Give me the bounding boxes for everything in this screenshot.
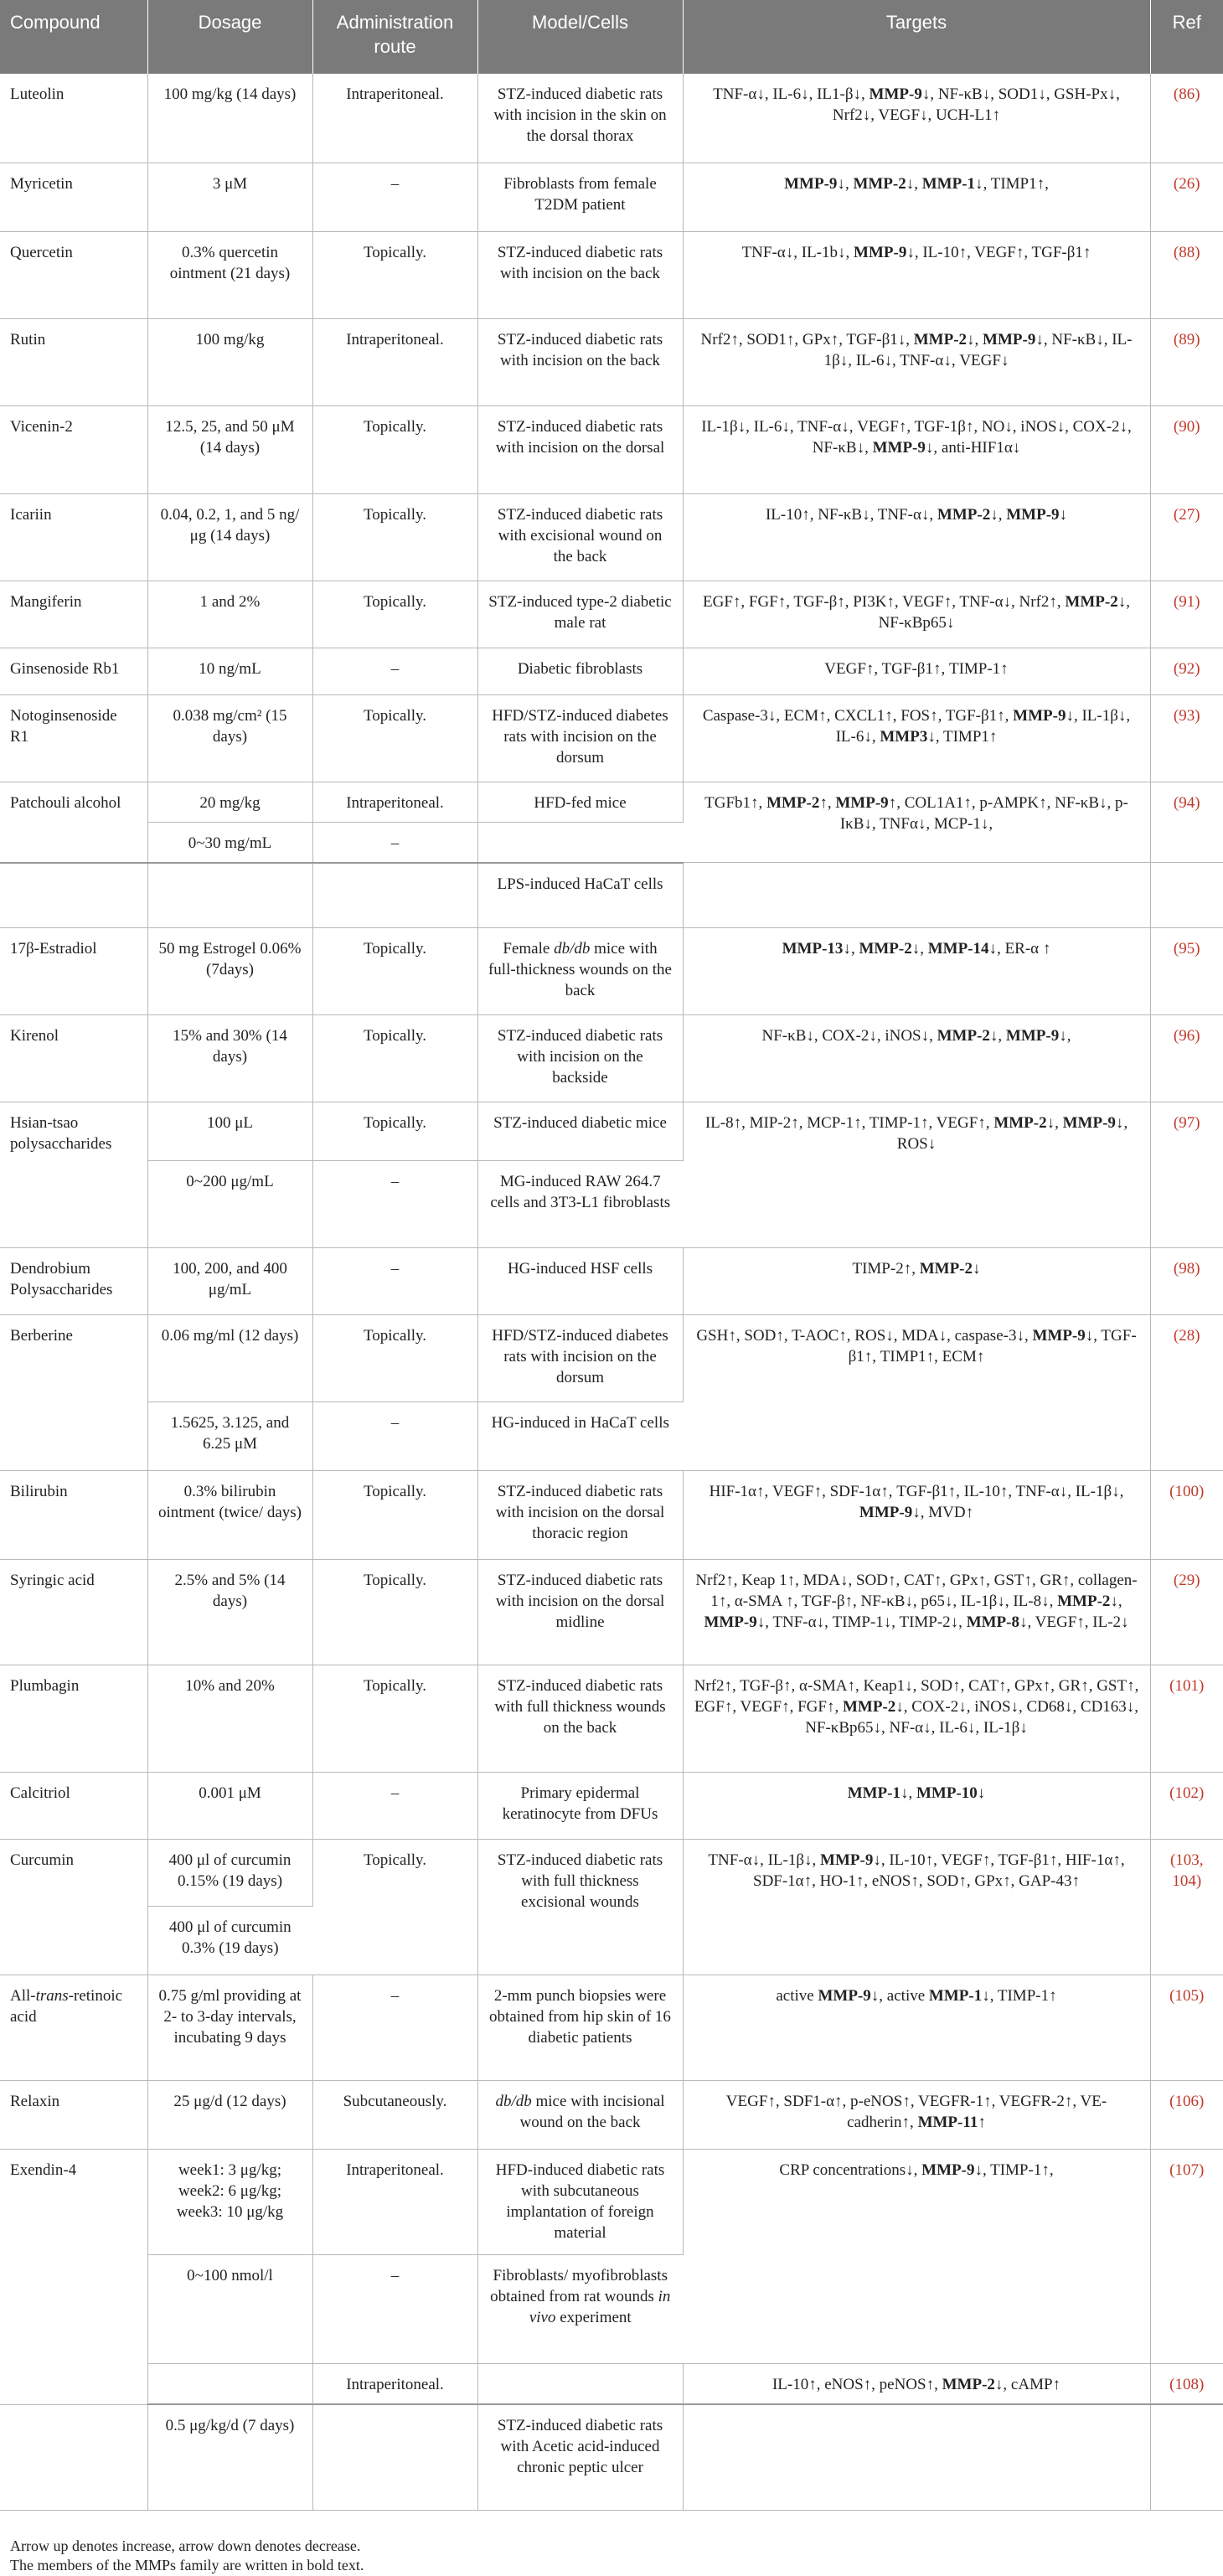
cell-ref[interactable]: (100) — [1150, 1471, 1223, 1560]
cell-dosage: 100 mg/kg (14 days) — [147, 74, 312, 163]
cell-route: Intraperitoneal. — [312, 2364, 477, 2405]
cell-compound: 17β-Estradiol — [0, 928, 147, 1015]
cell-route: – — [312, 1248, 477, 1315]
table-row — [0, 1560, 1223, 1665]
cell-ref[interactable]: (89) — [1150, 318, 1223, 405]
cell-empty — [1150, 863, 1223, 928]
cell-model: Female db/db mice with full-thickness wounds on the back — [477, 928, 683, 1015]
cell-model: Diabetic fibroblasts — [477, 648, 683, 694]
cell-route: – — [312, 163, 477, 231]
cell-targets: TGFb1↑, MMP-2↑, MMP-9↑, COL1A1↑, p-AMPK↑, NF-κB↓, p-IκB↓, TNFα↓, MCP-1↓, — [683, 782, 1150, 863]
cell-ref[interactable]: (93) — [1150, 694, 1223, 782]
cell-dosage: 0~100 nmol/l — [147, 2255, 312, 2364]
cell-route: Topically. — [312, 1560, 477, 1665]
cell-model: Fibroblasts from female T2DM patient — [477, 163, 683, 231]
table-row — [0, 928, 1223, 1015]
cell-model: db/db mice with incisional wound on the back — [477, 2081, 683, 2150]
cell-compound: Dendrobium Polysaccharides — [0, 1248, 147, 1315]
table-row — [0, 1102, 1223, 1161]
table-row — [0, 1315, 1223, 1402]
cell-targets: TNF-α↓, IL-1β↓, MMP-9↓, IL-10↑, VEGF↑, TGF-β1↑, HIF-1α↑, SDF-1α↑, HO-1↑, eNOS↑, SOD↑, GPx↑, GAP-43↑ — [683, 1840, 1150, 1975]
cell-dosage: 10% and 20% — [147, 1665, 312, 1773]
cell-dosage: 50 mg Estrogel 0.06% (7days) — [147, 928, 312, 1015]
cell-route: Topically. — [312, 1102, 477, 1161]
cell-targets: VEGF↑, TGF-β1↑, TIMP-1↑ — [683, 648, 1150, 694]
table-row — [0, 581, 1223, 648]
header-model: Model/Cells — [477, 0, 683, 74]
cell-dosage: 400 μl of curcumin 0.3% (19 days) — [147, 1907, 312, 1975]
cell-targets: NF-κB↓, COX-2↓, iNOS↓, MMP-2↓, MMP-9↓, — [683, 1015, 1150, 1102]
cell-ref[interactable]: (108) — [1150, 2364, 1223, 2405]
cell-route: Topically. — [312, 1665, 477, 1773]
cell-targets: VEGF↑, SDF1-α↑, p-eNOS↑, VEGFR-1↑, VEGFR-2↑, VE-cadherin↑, MMP-11↑ — [683, 2081, 1150, 2150]
cell-route: Topically. — [312, 581, 477, 648]
cell-dosage: 0.038 mg/cm² (15 days) — [147, 694, 312, 782]
cell-dosage: 0.001 μM — [147, 1773, 312, 1840]
cell-model-empty — [477, 2364, 683, 2405]
table-row — [0, 74, 1223, 163]
cell-dosage: 1.5625, 3.125, and 6.25 μM — [147, 1402, 312, 1471]
table-row — [0, 782, 1223, 822]
cell-targets: Caspase-3↓, ECM↑, CXCL1↑, FOS↑, TGF-β1↑, MMP-9↓, IL-1β↓, IL-6↓, MMP3↓, TIMP1↑ — [683, 694, 1150, 782]
cell-model: LPS-induced HaCaT cells — [477, 863, 683, 928]
cell-model: MG-induced RAW 264.7 cells and 3T3-L1 fibroblasts — [477, 1161, 683, 1248]
cell-model: STZ-induced diabetic mice — [477, 1102, 683, 1161]
cell-route: – — [312, 648, 477, 694]
table-row — [0, 163, 1223, 231]
cell-targets: Nrf2↑, TGF-β↑, α-SMA↑, Keap1↓, SOD↑, CAT↑, GPx↑, GR↑, GST↑, EGF↑, VEGF↑, FGF↑, MMP-2↓, COX-2↓, iNOS↓, CD68↓, CD163↓, NF-κBp65↓, NF-α↓, IL-6↓, IL-1β↓ — [683, 1665, 1150, 1773]
cell-route: Topically. — [312, 1840, 477, 1975]
table-body — [0, 74, 1223, 2510]
table-row — [0, 1665, 1223, 1773]
cell-compound: Relaxin — [0, 2081, 147, 2150]
cell-model: STZ-induced diabetic rats with incision on the dorsal — [477, 405, 683, 493]
cell-empty — [1150, 2404, 1223, 2510]
cell-ref[interactable]: (94) — [1150, 782, 1223, 863]
cell-model: STZ-induced diabetic rats with incision on the back — [477, 231, 683, 318]
cell-dosage: 0.75 g/ml providing at 2- to 3-day intervals, incubating 9 days — [147, 1975, 312, 2081]
table-row — [0, 1975, 1223, 2081]
table-row — [0, 694, 1223, 782]
table-row — [0, 1773, 1223, 1840]
cell-ref[interactable]: (96) — [1150, 1015, 1223, 1102]
cell-model: STZ-induced type-2 diabetic male rat — [477, 581, 683, 648]
cell-empty — [683, 863, 1150, 928]
cell-compound: Ginsenoside Rb1 — [0, 648, 147, 694]
table-row — [0, 2404, 1223, 2510]
cell-targets: Nrf2↑, Keap 1↑, MDA↓, SOD↑, CAT↑, GPx↑, GST↑, GR↑, collagen-1↑, α-SMA ↑, TGF-β↑, NF-κB↓, p65↓, IL-1β↓, IL-8↓, MMP-2↓, MMP-9↓, TNF-α↓, TIMP-1↓, TIMP-2↓, MMP-8↓, VEGF↑, IL-2↓ — [683, 1560, 1150, 1665]
cell-targets: IL-10↑, NF-κB↓, TNF-α↓, MMP-2↓, MMP-9↓ — [683, 493, 1150, 581]
cell-route: – — [312, 2255, 477, 2364]
cell-compound: Curcumin — [0, 1840, 147, 1975]
cell-model: STZ-induced diabetic rats with excisional wound on the back — [477, 493, 683, 581]
cell-empty — [0, 2404, 147, 2510]
cell-ref[interactable]: (98) — [1150, 1248, 1223, 1315]
table-row — [0, 1248, 1223, 1315]
cell-route: Subcutaneously. — [312, 2081, 477, 2150]
header-route: Administration route — [312, 0, 477, 74]
cell-empty — [0, 863, 147, 928]
footnote-bold: The members of the MMPs family are written in bold text. — [10, 2556, 364, 2573]
cell-compound: Calcitriol — [0, 1773, 147, 1840]
cell-compound: Plumbagin — [0, 1665, 147, 1773]
cell-targets: IL-10↑, eNOS↑, peNOS↑, MMP-2↓, cAMP↑ — [683, 2364, 1150, 2405]
cell-route: Topically. — [312, 1015, 477, 1102]
cell-compound: Quercetin — [0, 231, 147, 318]
cell-targets: MMP-13↓, MMP-2↓, MMP-14↓, ER-α ↑ — [683, 928, 1150, 1015]
cell-model: STZ-induced diabetic rats with Acetic acid-induced chronic peptic ulcer — [477, 2404, 683, 2510]
cell-ref[interactable]: (86) — [1150, 74, 1223, 163]
cell-route: – — [312, 1402, 477, 1471]
table-row — [0, 2081, 1223, 2150]
cell-dosage: 0.3% quercetin ointment (21 days) — [147, 231, 312, 318]
cell-compound: Icariin — [0, 493, 147, 581]
cell-ref[interactable]: (26) — [1150, 163, 1223, 231]
cell-dosage: 0.06 mg/ml (12 days) — [147, 1315, 312, 1402]
table-row — [0, 318, 1223, 405]
table-row — [0, 648, 1223, 694]
header-compound: Compound — [0, 0, 147, 74]
cell-dosage: 0.3% bilirubin ointment (twice/ days) — [147, 1471, 312, 1560]
cell-empty — [312, 2404, 477, 2510]
cell-ref[interactable]: (95) — [1150, 928, 1223, 1015]
cell-model: HFD-fed mice — [477, 782, 683, 822]
cell-dosage: 1 and 2% — [147, 581, 312, 648]
cell-targets: TNF-α↓, IL-6↓, IL1-β↓, MMP-9↓, NF-κB↓, SOD1↓, GSH-Px↓, Nrf2↓, VEGF↓, UCH-L1↑ — [683, 74, 1150, 163]
cell-compound: Kirenol — [0, 1015, 147, 1102]
cell-ref[interactable]: (88) — [1150, 231, 1223, 318]
header-dosage: Dosage — [147, 0, 312, 74]
cell-ref[interactable]: (97) — [1150, 1102, 1223, 1248]
cell-model: STZ-induced diabetic rats with incision on the dorsal thoracic region — [477, 1471, 683, 1560]
cell-targets: IL-1β↓, IL-6↓, TNF-α↓, VEGF↑, TGF-1β↑, NO↓, iNOS↓, COX-2↓, NF-κB↓, MMP-9↓, anti-HIF1α↓ — [683, 405, 1150, 493]
cell-ref[interactable]: (29) — [1150, 1560, 1223, 1665]
cell-empty — [683, 2404, 1150, 2510]
cell-ref[interactable]: (103, 104) — [1150, 1840, 1223, 1975]
cell-compound: Luteolin — [0, 74, 147, 163]
cell-dosage: 0~200 μg/mL — [147, 1161, 312, 1248]
cell-route: – — [312, 1773, 477, 1840]
table-row — [0, 863, 1223, 928]
cell-dosage: 100 μL — [147, 1102, 312, 1161]
cell-compound-empty — [0, 822, 147, 863]
cell-compound: Notoginsenoside R1 — [0, 694, 147, 782]
cell-ref[interactable]: (106) — [1150, 2081, 1223, 2150]
cell-targets: active MMP-9↓, active MMP-1↓, TIMP-1↑ — [683, 1975, 1150, 2081]
cell-empty — [312, 863, 477, 928]
cell-model: STZ-induced diabetic rats with incision on the dorsal midline — [477, 1560, 683, 1665]
cell-dosage: 25 μg/d (12 days) — [147, 2081, 312, 2150]
table-footnotes — [10, 2537, 364, 2574]
cell-model: HFD/STZ-induced diabetes rats with incision on the dorsum — [477, 694, 683, 782]
cell-model: STZ-induced diabetic rats with full thickness excisional wounds — [477, 1840, 683, 1975]
cell-model: STZ-induced diabetic rats with full thickness wounds on the back — [477, 1665, 683, 1773]
cell-targets: Nrf2↑, SOD1↑, GPx↑, TGF-β1↓, MMP-2↓, MMP-9↓, NF-κB↓, IL-1β↓, IL-6↓, TNF-α↓, VEGF↓ — [683, 318, 1150, 405]
cell-route: – — [312, 822, 477, 863]
cell-route: – — [312, 1161, 477, 1248]
table-header — [0, 0, 1223, 74]
cell-dosage: 100, 200, and 400 μg/mL — [147, 1248, 312, 1315]
cell-ref[interactable]: (92) — [1150, 648, 1223, 694]
cell-targets: TNF-α↓, IL-1b↓, MMP-9↓, IL-10↑, VEGF↑, TGF-β1↑ — [683, 231, 1150, 318]
cell-targets: EGF↑, FGF↑, TGF-β↑, PI3K↑, VEGF↑, TNF-α↓, Nrf2↑, MMP-2↓, NF-κBp65↓ — [683, 581, 1150, 648]
cell-ref[interactable]: (107) — [1150, 2150, 1223, 2364]
cell-targets: TIMP-2↑, MMP-2↓ — [683, 1248, 1150, 1315]
cell-route: Intraperitoneal. — [312, 2150, 477, 2255]
cell-compound: Myricetin — [0, 163, 147, 231]
cell-route: Intraperitoneal. — [312, 318, 477, 405]
table-row — [0, 1015, 1223, 1102]
cell-ref[interactable]: (105) — [1150, 1975, 1223, 2081]
cell-route: – — [312, 1975, 477, 2081]
cell-dosage: 100 mg/kg — [147, 318, 312, 405]
cell-compound: Vicenin-2 — [0, 405, 147, 493]
cell-model: STZ-induced diabetic rats with incision in the skin on the dorsal thorax — [477, 74, 683, 163]
table-row — [0, 2150, 1223, 2255]
cell-targets: GSH↑, SOD↑, T-AOC↑, ROS↓, MDA↓, caspase-3↓, MMP-9↓, TGF-β1↑, TIMP1↑, ECM↑ — [683, 1315, 1150, 1471]
cell-route: Topically. — [312, 1315, 477, 1402]
cell-model: Primary epidermal keratinocyte from DFUs — [477, 1773, 683, 1840]
cell-compound: All-trans-retinoic acid — [0, 1975, 147, 2081]
cell-model: HG-induced in HaCaT cells — [477, 1402, 683, 1471]
cell-dosage: 12.5, 25, and 50 μM (14 days) — [147, 405, 312, 493]
cell-compound: Bilirubin — [0, 1471, 147, 1560]
cell-route: Intraperitoneal. — [312, 782, 477, 822]
cell-ref[interactable]: (101) — [1150, 1665, 1223, 1773]
cell-compound: Exendin-4 — [0, 2150, 147, 2405]
cell-compound: Syringic acid — [0, 1560, 147, 1665]
cell-targets: IL-8↑, MIP-2↑, MCP-1↑, TIMP-1↑, VEGF↑, MMP-2↓, MMP-9↓, ROS↓ — [683, 1102, 1150, 1248]
cell-dosage: 0.04, 0.2, 1, and 5 ng/μg (14 days) — [147, 493, 312, 581]
cell-targets: MMP-9↓, MMP-2↓, MMP-1↓, TIMP1↑, — [683, 163, 1150, 231]
cell-dosage: 0~30 mg/mL — [147, 822, 312, 863]
cell-dosage: 15% and 30% (14 days) — [147, 1015, 312, 1102]
header-targets: Targets — [683, 0, 1150, 74]
header-ref: Ref — [1150, 0, 1223, 74]
cell-empty — [147, 863, 312, 928]
cell-route: Topically. — [312, 231, 477, 318]
table-row — [0, 2364, 1223, 2405]
cell-ref[interactable]: (102) — [1150, 1773, 1223, 1840]
cell-ref[interactable]: (28) — [1150, 1315, 1223, 1471]
cell-targets: MMP-1↓, MMP-10↓ — [683, 1773, 1150, 1840]
cell-compound: Hsian-tsao polysaccharides — [0, 1102, 147, 1248]
cell-ref[interactable]: (91) — [1150, 581, 1223, 648]
cell-compound: Berberine — [0, 1315, 147, 1471]
cell-ref[interactable]: (90) — [1150, 405, 1223, 493]
cell-route: Topically. — [312, 405, 477, 493]
cell-dosage: 10 ng/mL — [147, 648, 312, 694]
cell-dosage: 0.5 μg/kg/d (7 days) — [147, 2404, 312, 2510]
cell-targets: HIF-1α↑, VEGF↑, SDF-1α↑, TGF-β1↑, IL-10↑, TNF-α↓, IL-1β↓, MMP-9↓, MVD↑ — [683, 1471, 1150, 1560]
footnote-arrows: Arrow up denotes increase, arrow down denotes decrease. — [10, 2537, 361, 2554]
cell-model: STZ-induced diabetic rats with incision on the back — [477, 318, 683, 405]
cell-model: HG-induced HSF cells — [477, 1248, 683, 1315]
cell-compound: Patchouli alcohol — [0, 782, 147, 822]
cell-dosage: 3 μM — [147, 163, 312, 231]
table-row — [0, 231, 1223, 318]
cell-dosage: 2.5% and 5% (14 days) — [147, 1560, 312, 1665]
cell-route: Topically. — [312, 1471, 477, 1560]
cell-dosage-empty — [147, 2364, 312, 2405]
cell-targets: CRP concentrations↓, MMP-9↓, TIMP-1↑, — [683, 2150, 1150, 2364]
cell-route: Topically. — [312, 928, 477, 1015]
cell-compound: Rutin — [0, 318, 147, 405]
cell-model: STZ-induced diabetic rats with incision on the backside — [477, 1015, 683, 1102]
table-row — [0, 493, 1223, 581]
cell-route: Intraperitoneal. — [312, 74, 477, 163]
table-row — [0, 405, 1223, 493]
cell-dosage: 400 μl of curcumin 0.15% (19 days) — [147, 1840, 312, 1907]
cell-model: HFD-induced diabetic rats with subcutaneous implantation of foreign material — [477, 2150, 683, 2255]
cell-dosage: 20 mg/kg — [147, 782, 312, 822]
cell-route: Topically. — [312, 694, 477, 782]
table-row — [0, 1471, 1223, 1560]
cell-model: HFD/STZ-induced diabetes rats with incision on the dorsum — [477, 1315, 683, 1402]
cell-model: 2-mm punch biopsies were obtained from hip skin of 16 diabetic patients — [477, 1975, 683, 2081]
cell-route: Topically. — [312, 493, 477, 581]
cell-model-empty — [477, 822, 683, 863]
cell-compound: Mangiferin — [0, 581, 147, 648]
table-row — [0, 1840, 1223, 1907]
cell-dosage: week1: 3 μg/kg; week2: 6 μg/kg; week3: 10 μg/kg — [147, 2150, 312, 2255]
cell-model: Fibroblasts/ myofibroblasts obtained from rat wounds in vivo experiment — [477, 2255, 683, 2364]
cell-ref[interactable]: (27) — [1150, 493, 1223, 581]
